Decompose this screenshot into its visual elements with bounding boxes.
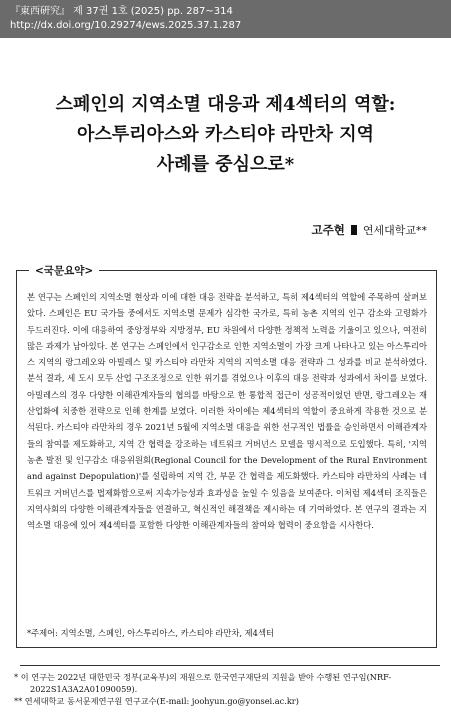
paper-title <box>0 90 451 180</box>
title-line-2: 아스투리아스와 카스티야 라만차 지역 <box>76 124 374 145</box>
abstract-label: <국문요약> <box>29 263 99 278</box>
journal-header-bar <box>0 0 451 38</box>
author-name: 고주현 <box>311 223 345 237</box>
abstract-box <box>16 265 437 648</box>
separator-bar <box>351 225 357 235</box>
keywords: *주제어: 지역소멸, 스페인, 아스투리아스, 카스티야 라만차, 제4섹터 <box>27 628 274 638</box>
footnote-divider <box>20 665 440 666</box>
journal-citation: 『東西硏究』 제 37권 1호 (2025) pp. 287~314 <box>10 6 233 17</box>
author-affiliation: 연세대학교** <box>362 224 427 237</box>
footnote-author: ** 연세대학교 동서문제연구원 연구교수(E-mail: joohyun.go@yonsei.ac.kr) <box>14 696 299 706</box>
footnote-funding: * 이 연구는 2022년 대한민국 정부(교육부)의 재원으로 한국연구재단의 지원을 받아 수행된 연구임(NRF-2022S1A3A2A01090059). <box>14 672 392 694</box>
title-line-3: 사례를 중심으로* <box>156 154 295 175</box>
doi-link[interactable]: http://dx.doi.org/10.29274/ews.2025.37.1.287 <box>10 20 242 31</box>
footnotes <box>14 671 440 707</box>
title-line-1: 스페인의 지역소멸 대응과 제4섹터의 역할: <box>55 94 396 115</box>
abstract-text: 본 연구는 스페인의 지역소멸 현상과 이에 대한 대응 전략을 분석하고, 특히 제4섹터의 역할에 주목하여 살펴보았다. 스페인은 EU 국가들 중에서도 지역소멸 문제가 심각한 국가로, 특히 농촌 지역의 인구 감소와 고령화가 두드러진다. 이에 대응하여 중앙정부와 지방정부, EU 차원에서 다양한 정책적 노력을 기울이고 있으나, 여전히 많은 과제가 남아있다. 본 연구는 스페인에서 인구감소로 인한 지역소멸이 가장 크게 나타나고 있는 아스투리아스 지역의 랑그레오와 아빌레스 및 카스티야 라만차 지역의 지역소멸 대응 전략과 그 성과를 비교 분석하였다. 분석 결과, 세 도시 모두 산업 구조조정으로 인한 위기를 겪었으나 이후의 대응 전략과 성과에서 차이를 보였다. 아빌레스의 경우 다양한 이해관계자들의 협의를 바탕으로 한 통합적 접근이 성공적이었던 반면, 랑그레오는 재산업화에 치중한 전략으로 인해 한계를 보였다. 이러한 차이에는 제4섹터의 역할이 중요하게 작용한 것으로 분석된다. 카스티야 라만차의 경우 2021년 5월에 지역소멸 대응을 위한 선구적인 법률을 승인하면서 이해관계자들의 참여를 제도화하고, 지역 간 협력을 강조하는 네트워크 거버넌스 모델을 명시적으로 도입했다. 특히, '지역 농촌 발전 및 인구감소 대응위원회(Regional Council for the Development of the Rural Environment and against Depopulation)'를 설립하여 지역 간, 부문 간 협력을 제도화했다. 카스티야 라만차의 사례는 네트워크 거버넌스를 법제화함으로써 지속가능성과 효과성을 높일 수 있음을 보여준다. 이처럼 제4섹터 조직들은 지역사회의 다양한 이해관계자들을 연결하고, 혁신적인 해결책을 제시하는 데 기여하였다. 본 연구의 결과는 지역소멸 대응에 있어 제4섹터를 포함한 다양한 이해관계자들의 참여와 협력이 중요함을 시사한다. <box>27 292 427 531</box>
author-line <box>312 222 427 238</box>
